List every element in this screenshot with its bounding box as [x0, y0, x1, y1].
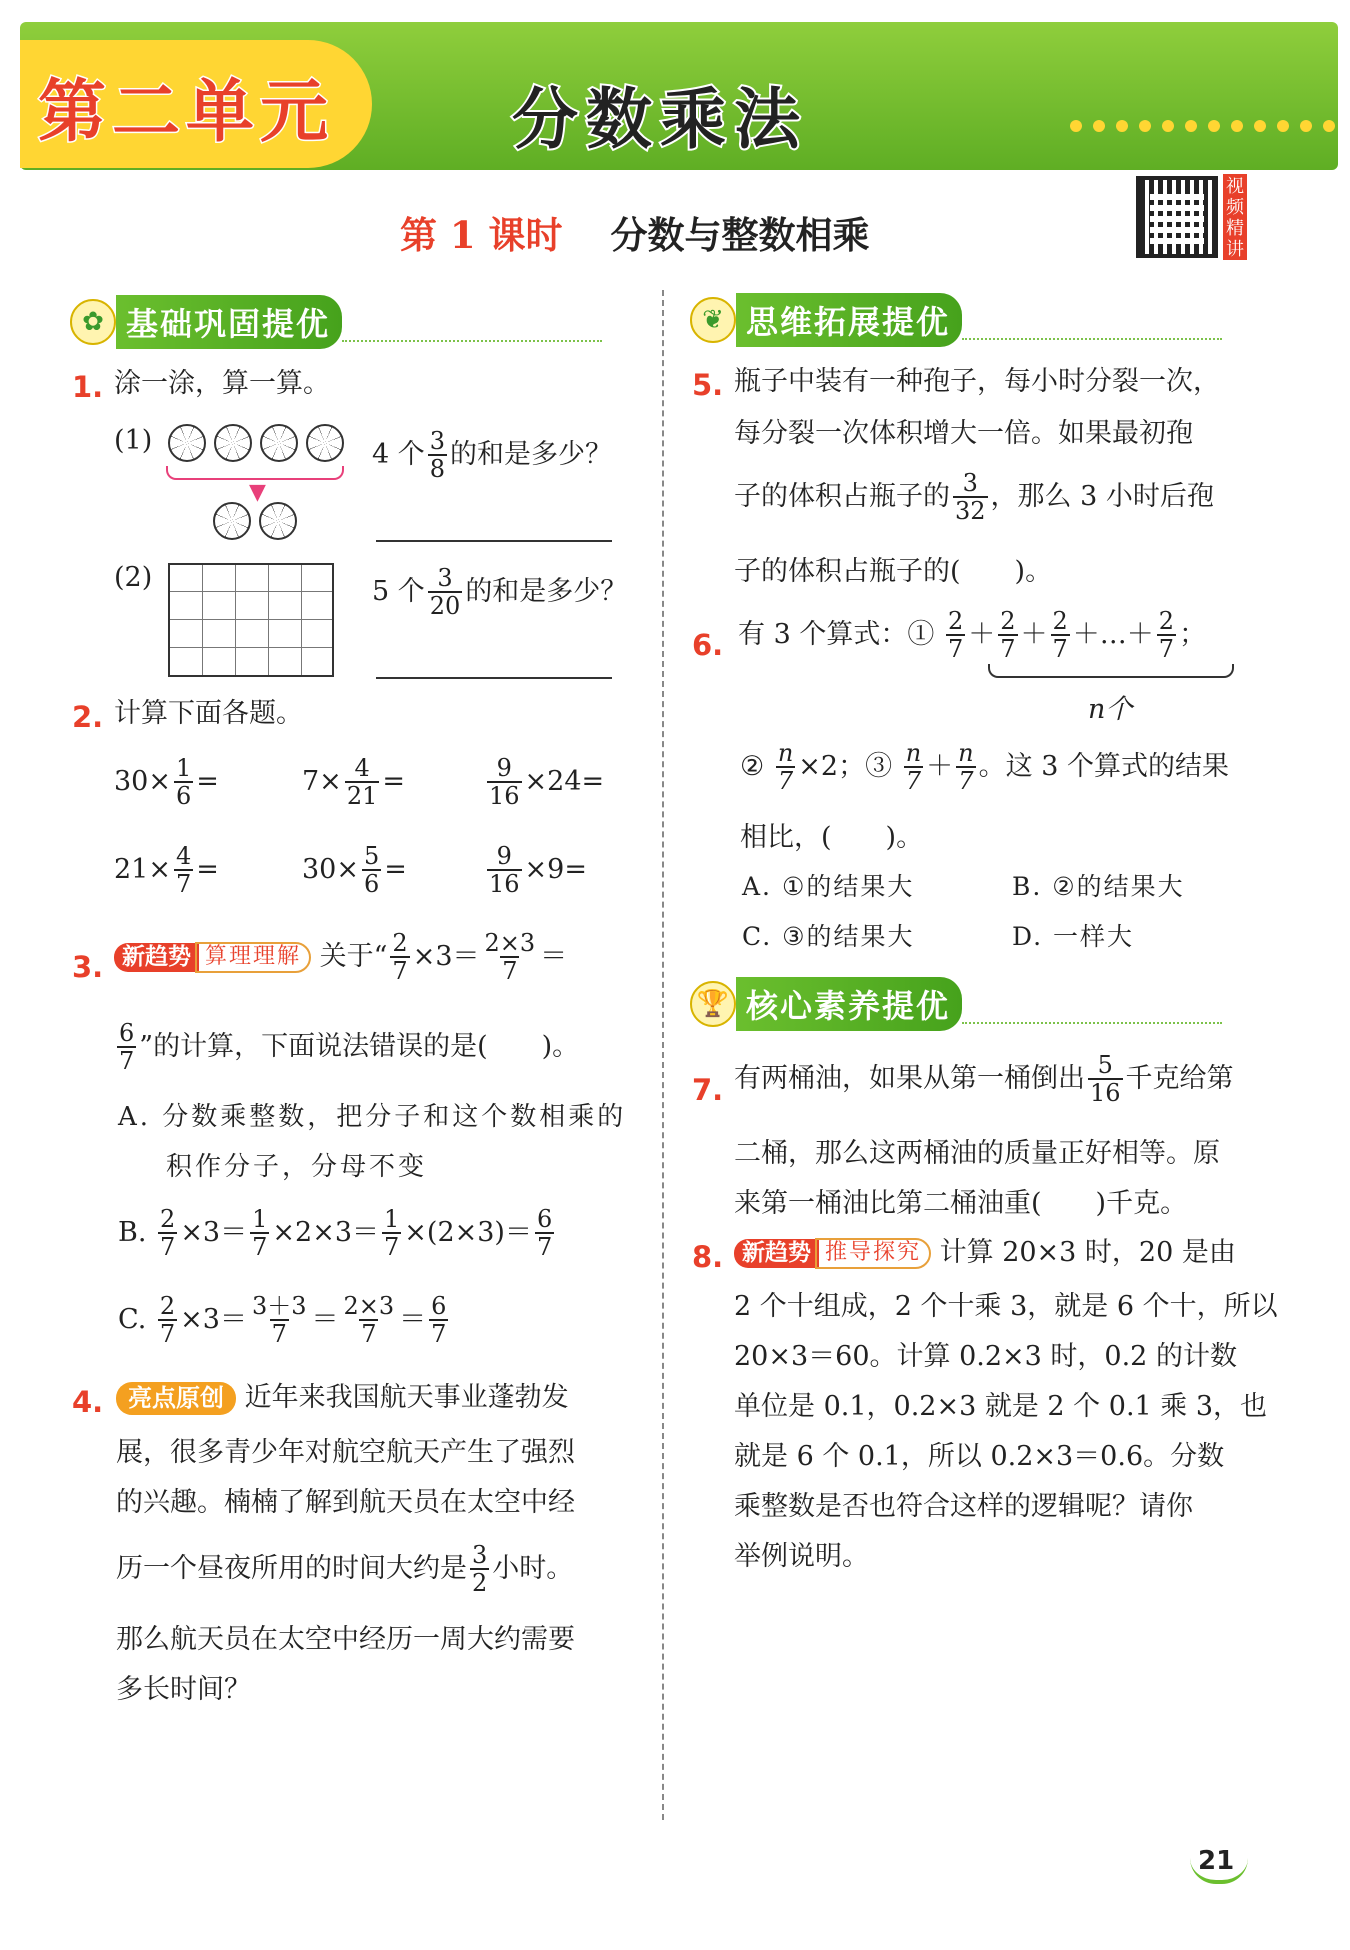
qr-code-icon[interactable] — [1136, 176, 1218, 258]
q8-line6: 乘整数是否也符合这样的逻辑呢？请你 — [734, 1491, 1193, 1522]
q2-item: $\frac{9}{16}$ ×24= — [489, 754, 605, 811]
section-basic-label: 基础巩固提优 — [116, 295, 342, 349]
circle-8-parts[interactable] — [168, 424, 206, 462]
qr-label: 视频精讲 — [1223, 174, 1247, 260]
q8-line3: 20×3＝60。计算 0.2×3 时，0.2 的计数 — [734, 1341, 1237, 1372]
arrow-down-icon: ▼ — [249, 480, 266, 505]
q3-option-a-cont: 积作分子，分母不变 — [166, 1152, 428, 1182]
q3-option-b[interactable]: B. $\frac{2}{7}$ ×3＝ $\frac{1}{7}$ ×2×3＝ $\frac{1}{7}$ ×(2×3)＝ $\frac{6}{7}$ — [118, 1205, 553, 1262]
section-basic — [70, 298, 602, 346]
q1-prompt: 涂一涂，算一算。 — [114, 368, 330, 399]
q4-number: 4. — [72, 1385, 104, 1419]
section-rule — [962, 1022, 1222, 1024]
q1-part1-question: 4 个 $\frac{3}{8}$ 的和是多少？ — [372, 427, 613, 484]
q6-option-c[interactable]: C. ③的结果大 — [742, 922, 915, 951]
q4-line5: 那么航天员在太空中经历一周大约需要 — [116, 1624, 575, 1655]
banner-dots — [1070, 120, 1335, 132]
section-core — [690, 980, 1222, 1028]
answer-line[interactable] — [376, 677, 612, 679]
q4-line4: 历一个昼夜所用的时间大约是 $\frac{3}{2}$ 小时。 — [116, 1541, 574, 1598]
q8-number: 8. — [692, 1240, 724, 1274]
q2-item: 30× $\frac{1}{6}$ = — [114, 754, 219, 811]
circle-group — [168, 424, 344, 462]
q6-option-a[interactable]: A. ①的结果大 — [742, 872, 915, 901]
column-divider — [662, 290, 664, 1820]
q6-option-b[interactable]: B. ②的结果大 — [1012, 872, 1185, 901]
q7-number: 7. — [692, 1073, 724, 1107]
topic-tag: 推导探究 — [815, 1238, 931, 1268]
q2-item: 30× $\frac{5}{6}$ = — [302, 842, 407, 899]
sprout-icon: ❦ — [690, 297, 736, 343]
q8-line1: 新趋势 推导探究 计算 20×3 时，20 是由 — [734, 1237, 1236, 1269]
q5-number: 5. — [692, 368, 724, 402]
topic-tag: 算理理解 — [195, 942, 311, 972]
q2-number: 2. — [72, 700, 104, 734]
q7-line3: 来第一桶油比第二桶油重( )千克。 — [734, 1188, 1188, 1219]
lesson-name: 分数与整数相乘 — [610, 213, 870, 257]
q7-line2: 二桶，那么这两桶油的质量正好相等。原 — [734, 1138, 1220, 1169]
q6-number: 6. — [692, 628, 724, 662]
q3-option-c[interactable]: C. $\frac{2}{7}$ ×3＝ $\frac{3+3}{7}$ ＝ $\frac{2\times 3}{7}$ ＝ $\frac{6}{7}$ — [118, 1292, 447, 1349]
q6-line3: 相比，( )。 — [740, 822, 924, 853]
q1-number: 1. — [72, 370, 104, 404]
q1-part1-label: (1) — [114, 425, 153, 456]
brace-label: n个 — [1088, 694, 1133, 725]
q2-item: 7× $\frac{4}{21}$ = — [302, 754, 405, 811]
chapter-title: 分数乘法 — [512, 81, 808, 158]
q6-expr1: 有 3 个算式：① $\frac{2}{7}$ ＋ $\frac{2}{7}$ ＋ $\frac{2}{7}$ ＋…＋ $\frac{2}{7}$ ； — [738, 607, 1207, 664]
brace — [988, 664, 1234, 678]
page-number: 21 — [1198, 1846, 1235, 1876]
circle-8-parts[interactable] — [213, 502, 251, 540]
section-thinking — [690, 296, 1222, 344]
q2-item: $\frac{9}{16}$ ×9= — [489, 842, 587, 899]
q4-line1: 亮点原创 近年来我国航天事业蓬勃发 — [116, 1382, 569, 1415]
circle-8-parts[interactable] — [214, 424, 252, 462]
q1-part2-question: 5 个 $\frac{3}{20}$ 的和是多少？ — [372, 564, 628, 621]
q3-number: 3. — [72, 950, 104, 984]
q3-stem: 新趋势 算理理解 关于“ $\frac{2}{7}$ ×3＝ $\frac{2\times 3}{7}$ ＝ — [114, 930, 567, 985]
section-thinking-label: 思维拓展提优 — [736, 293, 962, 347]
q5-line2: 每分裂一次体积增大一倍。如果最初孢 — [734, 418, 1193, 449]
lesson-title — [400, 205, 870, 259]
q1-part2-label: (2) — [114, 562, 153, 593]
q8-line2: 2 个十组成，2 个十乘 3，就是 6 个十，所以 — [734, 1291, 1278, 1322]
circle-8-parts[interactable] — [306, 424, 344, 462]
trend-tag: 新趋势 — [114, 943, 199, 973]
lesson-number: 第 1 课时 — [400, 213, 563, 257]
answer-line[interactable] — [376, 540, 612, 542]
q2-item: 21× $\frac{4}{7}$ = — [114, 842, 219, 899]
circle-8-parts[interactable] — [260, 424, 298, 462]
q8-line5: 就是 6 个 0.1，所以 0.2×3＝0.6。分数 — [734, 1441, 1225, 1472]
q6-option-d[interactable]: D. 一样大 — [1012, 922, 1135, 951]
section-rule — [962, 338, 1222, 340]
q8-line4: 单位是 0.1，0.2×3 就是 2 个 0.1 乘 3，也 — [734, 1391, 1268, 1422]
q2-prompt: 计算下面各题。 — [114, 698, 303, 729]
q3-stem-cont: $\frac{6}{7}$ ”的计算，下面说法错误的是( )。 — [119, 1019, 580, 1076]
q8-line7: 举例说明。 — [734, 1541, 869, 1572]
q3-option-a[interactable]: A. 分数乘整数，把分子和这个数相乘的 — [118, 1102, 627, 1132]
q4-line2: 展，很多青少年对航空航天产生了强烈 — [116, 1437, 575, 1468]
q6-expr2: ② $\frac{n}{7}$ ×2；③ $\frac{n}{7}$ ＋ $\frac{n}{7}$ 。这 3 个算式的结果 — [740, 739, 1229, 796]
unit-title: 第二单元 — [38, 73, 335, 152]
original-tag: 亮点原创 — [116, 1382, 236, 1415]
section-core-label: 核心素养提优 — [736, 977, 962, 1031]
trophy-icon: 🏆 — [690, 981, 736, 1027]
q7-line1: 有两桶油，如果从第一桶倒出 $\frac{5}{16}$ 千克给第 — [734, 1051, 1234, 1108]
q5-line3: 子的体积占瓶子的 $\frac{3}{32}$ ，那么 3 小时后孢 — [734, 469, 1214, 526]
q5-line4: 子的体积占瓶子的( )。 — [734, 556, 1053, 587]
grid-4x5[interactable] — [168, 563, 334, 677]
q5-line1: 瓶子中装有一种孢子，每小时分裂一次， — [734, 366, 1220, 397]
result-circle-group — [213, 502, 297, 540]
brace — [166, 466, 344, 480]
q4-line6: 多长时间？ — [116, 1674, 251, 1705]
circle-8-parts[interactable] — [259, 502, 297, 540]
q4-line3: 的兴趣。楠楠了解到航天员在太空中经 — [116, 1487, 575, 1518]
section-rule — [342, 340, 602, 342]
sprout-icon: ✿ — [70, 299, 116, 345]
trend-tag: 新趋势 — [734, 1239, 819, 1269]
